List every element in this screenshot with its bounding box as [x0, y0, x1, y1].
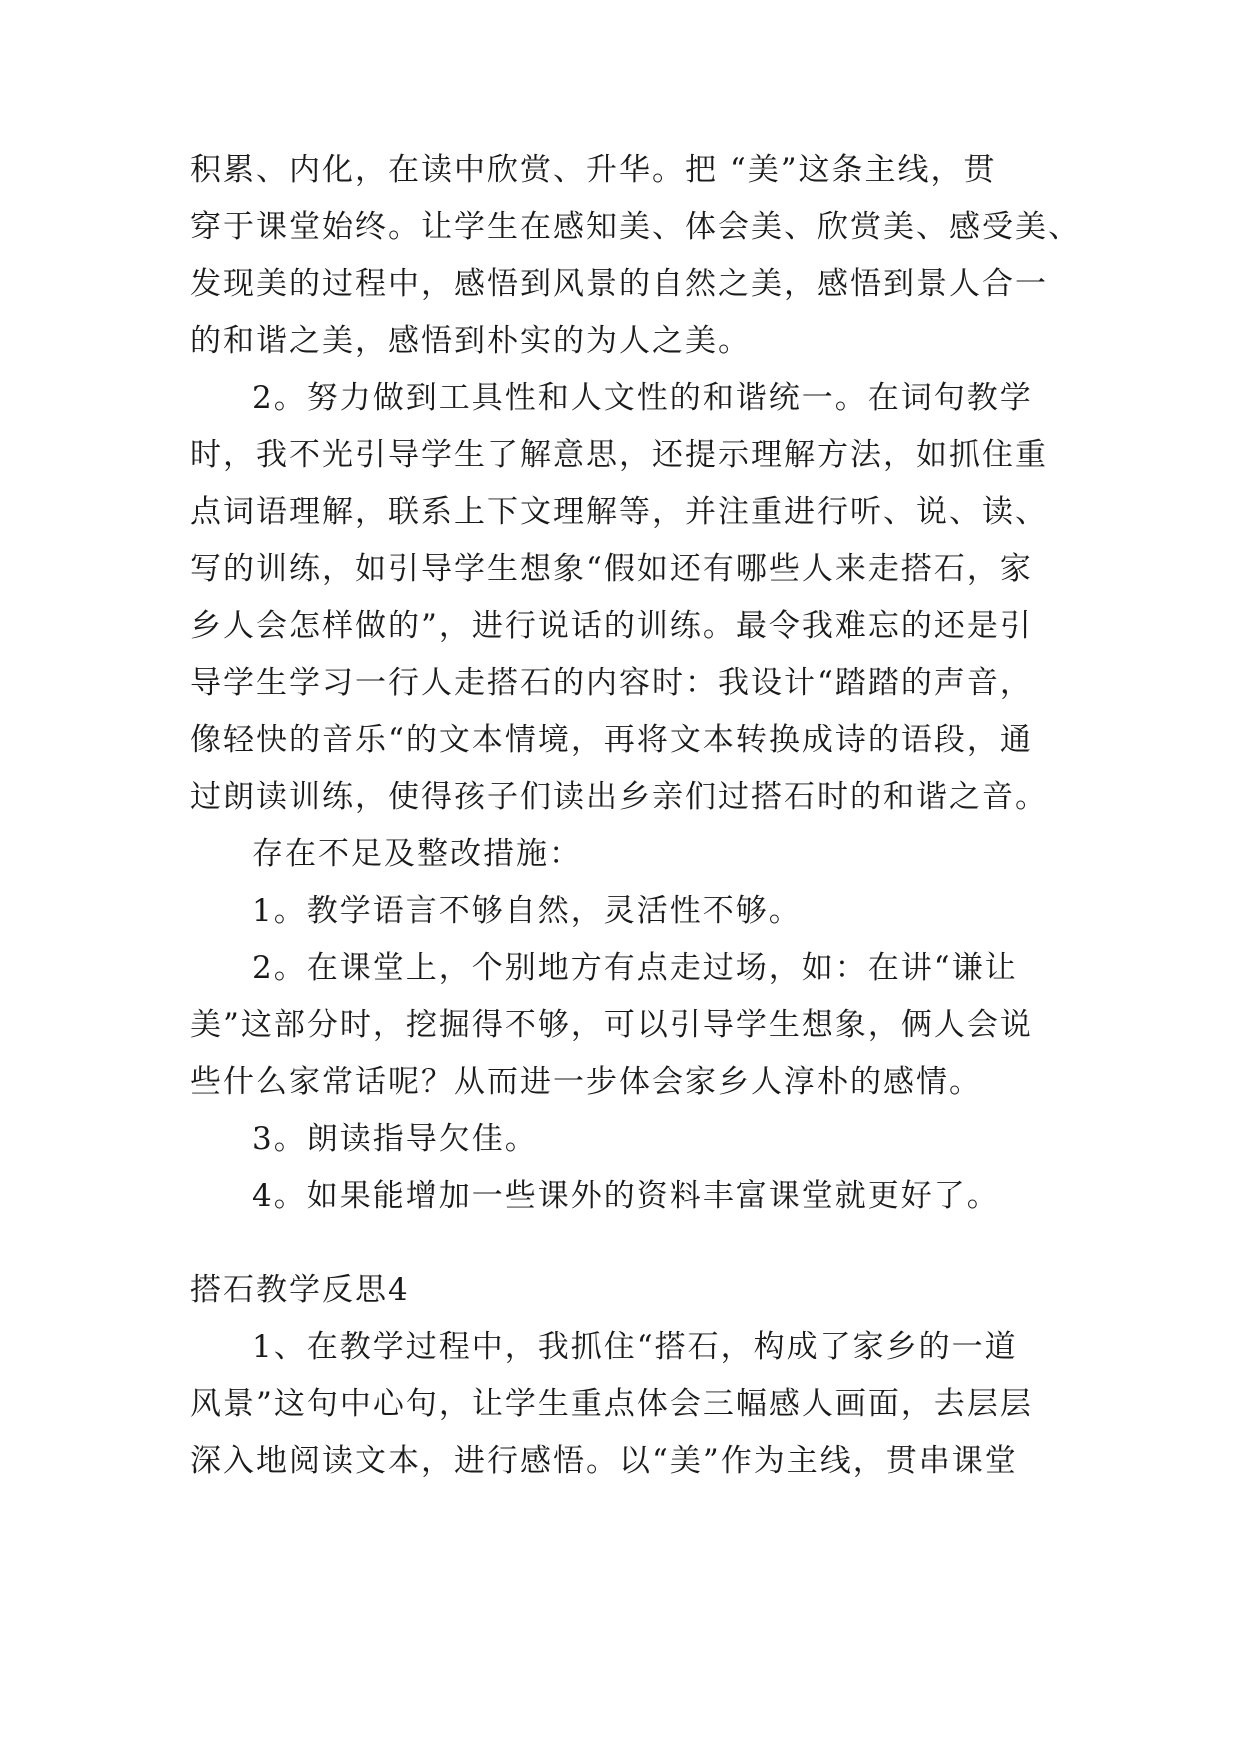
paragraph-line: 2。努力做到工具性和人文性的和谐统一。在词句教学: [252, 380, 1033, 416]
paragraph-line: 美”这部分时，挖掘得不够，可以引导学生想象，俩人会说: [190, 1007, 1033, 1043]
paragraph-line: 像轻快的音乐“的文本情境，再将文本转换成诗的语段，通: [190, 722, 1033, 758]
section-title: 搭石教学反思4: [190, 1272, 410, 1308]
paragraph-line: 积累、内化，在读中欣赏、升华。把 “美”这条主线，贯: [190, 152, 997, 188]
paragraph-line: 过朗读训练，使得孩子们读出乡亲们过搭石时的和谐之音。: [190, 779, 1048, 815]
paragraph-line: 1、在教学过程中，我抓住“搭石，构成了家乡的一道: [252, 1329, 1018, 1365]
paragraph-line: 导学生学习一行人走搭石的内容时：我设计“踏踏的声音，: [190, 665, 1033, 701]
paragraph-line: 深入地阅读文本，进行感悟。以“美”作为主线，贯串课堂: [190, 1443, 1018, 1479]
list-item: 4。如果能增加一些课外的资料丰富课堂就更好了。: [252, 1178, 1000, 1214]
paragraph-line: 些什么家常话呢？从而进一步体会家乡人淳朴的感情。: [190, 1064, 982, 1100]
paragraph-line: 穿于课堂始终。让学生在感知美、体会美、欣赏美、感受美、: [190, 209, 1081, 245]
list-item: 3。朗读指导欠佳。: [252, 1121, 538, 1157]
paragraph-line: 时，我不光引导学生了解意思，还提示理解方法，如抓住重: [190, 437, 1048, 473]
list-item: 1。教学语言不够自然，灵活性不够。: [252, 893, 802, 929]
paragraph-line: 发现美的过程中，感悟到风景的自然之美，感悟到景人合一: [190, 266, 1048, 302]
list-item: 2。在课堂上，个别地方有点走过场，如：在讲“谦让: [252, 950, 1018, 986]
paragraph-line: 点词语理解，联系上下文理解等，并注重进行听、说、读、: [190, 494, 1048, 530]
paragraph-line: 风景”这句中心句，让学生重点体会三幅感人画面，去层层: [190, 1386, 1033, 1422]
section-heading: 存在不足及整改措施：: [252, 836, 582, 872]
paragraph-line: 写的训练，如引导学生想象“假如还有哪些人来走搭石，家: [190, 551, 1033, 587]
paragraph-line: 乡人会怎样做的”，进行说话的训练。最令我难忘的还是引: [190, 608, 1033, 644]
paragraph-line: 的和谐之美，感悟到朴实的为人之美。: [190, 323, 751, 359]
